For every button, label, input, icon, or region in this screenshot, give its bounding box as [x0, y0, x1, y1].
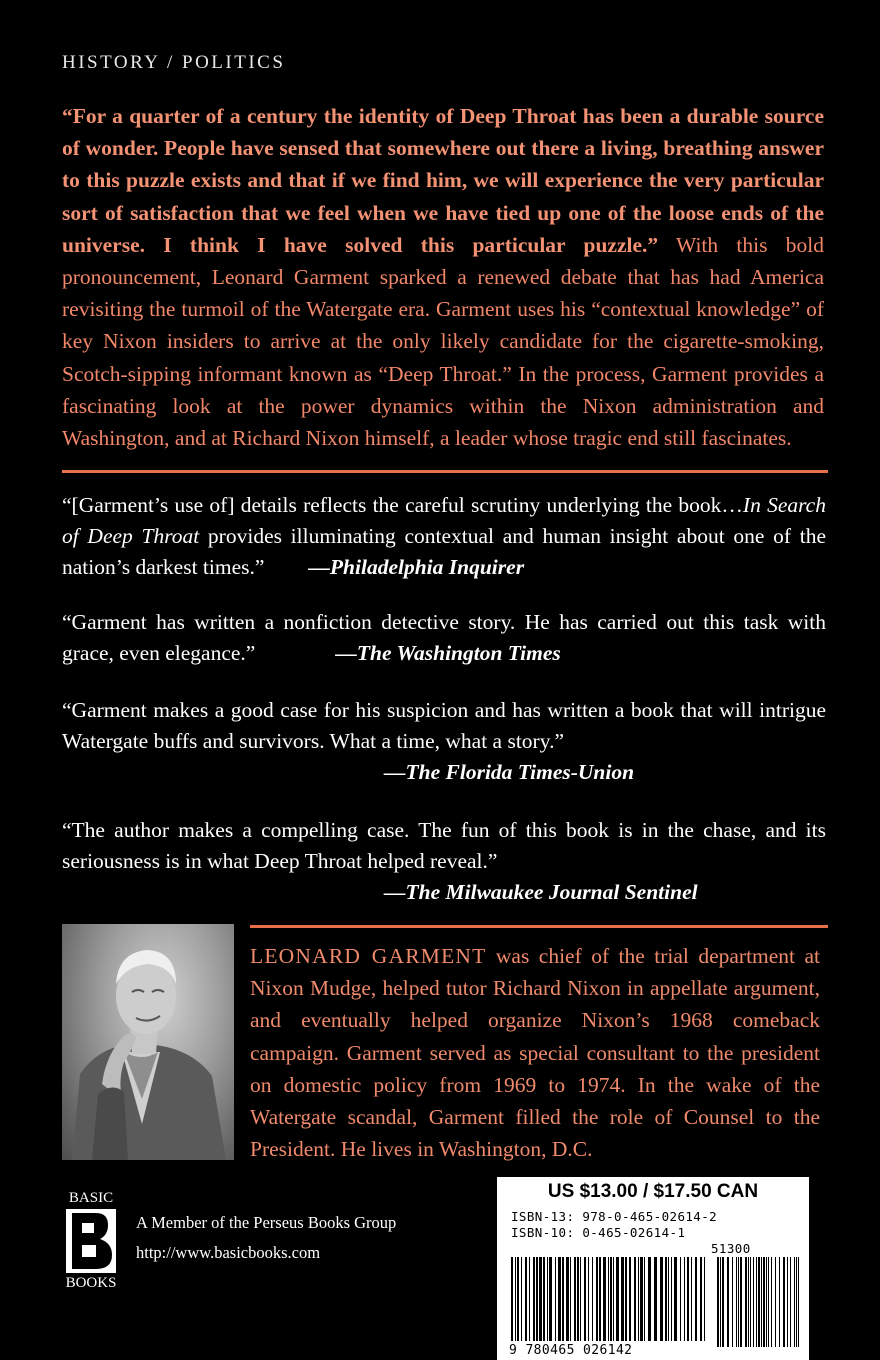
addon-stripe: [787, 1257, 788, 1347]
barcode-stripe: [599, 1257, 601, 1341]
publisher-member: A Member of the Perseus Books Group: [136, 1213, 397, 1232]
barcode-stripe: [660, 1257, 663, 1341]
barcode-stripe: [695, 1257, 697, 1341]
addon-stripe: [763, 1257, 765, 1347]
barcode-panel: [497, 1177, 809, 1360]
blurb-body: With this bold pronouncement, Leonard Garment sparked a renewed debate that has had America revisiting the turmoil of the Watergate era. Garment uses his “contextual knowledge” of key Nixon insiders to arrive at the only likely candidate for the cigarette-smoking, Scotch-sipping informant known as “Deep Throat.” In the process, Garment provides a fascinating look at the power dynamics within the Nixon administration and Washington, and at Richard Nixon himself, a leader whose tragic end still fascinates.: [62, 232, 824, 451]
barcode-stripe: [596, 1257, 598, 1341]
price-addon-code: 51300: [711, 1241, 751, 1256]
addon-stripe: [796, 1257, 797, 1347]
review-2-quote: “Garment has written a nonfiction detective story. He has carried out this task with grace, even elegance.”: [62, 610, 826, 665]
barcode-stripe: [533, 1257, 535, 1341]
barcode-stripe: [608, 1257, 609, 1341]
barcode-stripe: [547, 1257, 548, 1341]
barcode-stripe: [687, 1257, 689, 1341]
review-3: [62, 695, 826, 788]
barcode-stripe: [674, 1257, 677, 1341]
barcode-stripe: [629, 1257, 631, 1341]
addon-stripe: [798, 1257, 799, 1347]
addon-stripe: [736, 1257, 737, 1347]
publisher-url[interactable]: http://www.basicbooks.com: [136, 1243, 321, 1262]
ean-digits: 9 780465 026142: [509, 1343, 636, 1358]
category-label: HISTORY / POLITICS: [62, 52, 286, 73]
addon-stripe: [768, 1257, 769, 1347]
divider-top: [62, 470, 828, 473]
logo-word-top: BASIC: [68, 1190, 114, 1206]
addon-stripe: [775, 1257, 776, 1347]
barcode-stripe: [525, 1257, 527, 1341]
barcode-stripe: [610, 1257, 612, 1341]
barcode-stripe: [592, 1257, 593, 1341]
barcode-stripe: [580, 1257, 581, 1341]
price-label: US $13.00 / $17.50 CAN: [547, 1181, 759, 1202]
addon-stripe: [761, 1257, 762, 1347]
author-name: LEONARD GARMENT: [250, 944, 487, 968]
barcode-stripe: [621, 1257, 624, 1341]
author-photo: [62, 924, 234, 1160]
review-1-title: In Search of Deep Throat: [62, 493, 826, 548]
addon-stripe: [748, 1257, 749, 1347]
addon-stripe: [790, 1257, 791, 1347]
addon-stripe: [756, 1257, 757, 1347]
blurb-quote: “For a quarter of a century the identity of Deep Throat has been a durable source of wonder. People have sensed that somewhere out there a living, breathing answer to this puzzle exists and that if we find him, we will experience the very particular sort of satisfaction that we feel when we have tied up one of the loose ends of the universe. I think I have solved this particular puzzle.”: [62, 104, 824, 257]
barcode-bars: [511, 1257, 801, 1347]
barcode-stripe: [613, 1257, 614, 1341]
barcode-stripe: [584, 1257, 586, 1341]
barcode-stripe: [638, 1257, 639, 1341]
author-bio-text: was chief of the trial department at Nixon Mudge, helped tutor Richard Nixon in appellate argument, and eventually helped organize Nixon’s 1968 comeback campaign. Garment served as special consultant to the president on domestic policy from 1969 to 1974. In the wake of the Watergate scandal, Garment filled the role of Counsel to the President. He lives in Washington, D.C.: [250, 944, 820, 1162]
addon-stripe: [732, 1257, 733, 1347]
review-1-quote-a: “[Garment’s use of] details reflects the careful scrutiny underlying the book…: [62, 493, 743, 517]
barcode-stripe: [671, 1257, 672, 1341]
barcode-stripe: [577, 1257, 579, 1341]
addon-stripe: [750, 1257, 751, 1347]
review-3-quote: “Garment makes a good case for his suspicion and has written a book that will intrigue Watergate buffs and survivors. What a time, what a story.”: [62, 698, 826, 753]
barcode-stripe: [570, 1257, 571, 1341]
barcode-stripe: [511, 1257, 513, 1341]
barcode-stripe: [555, 1257, 556, 1341]
addon-stripe: [753, 1257, 754, 1347]
addon-stripe: [722, 1257, 724, 1347]
barcode-stripe: [680, 1257, 681, 1341]
logo-word-bottom: BOOKS: [65, 1275, 117, 1291]
barcode-stripe: [648, 1257, 651, 1341]
barcode-stripe: [616, 1257, 619, 1341]
barcode-stripe: [684, 1257, 685, 1341]
barcode-stripe: [536, 1257, 538, 1341]
barcode-stripe: [566, 1257, 569, 1341]
barcode-stripe: [665, 1257, 667, 1341]
barcode-stripe: [549, 1257, 552, 1341]
barcode-stripe: [634, 1257, 636, 1341]
review-1-quote-b: provides illuminating contextual and human insight about one of the nation’s darkest times.”: [62, 524, 826, 579]
isbn-10: ISBN-10: 0-465-02614-1: [511, 1225, 686, 1240]
addon-stripe: [779, 1257, 780, 1347]
review-3-source: —The Florida Times-Union: [384, 760, 635, 784]
barcode-stripe: [625, 1257, 627, 1341]
barcode-stripe: [603, 1257, 606, 1341]
barcode-stripe: [574, 1257, 576, 1341]
barcode-stripe: [700, 1257, 702, 1341]
barcode-stripe: [539, 1257, 542, 1341]
addon-stripe: [766, 1257, 767, 1347]
blurb-paragraph: [62, 100, 824, 454]
barcode-stripe: [529, 1257, 530, 1341]
addon-stripe: [758, 1257, 760, 1347]
barcode-stripe: [668, 1257, 669, 1341]
barcode-stripe: [521, 1257, 522, 1341]
author-photo-figure: [62, 924, 234, 1160]
barcode-stripe: [517, 1257, 519, 1341]
review-4: [62, 815, 826, 908]
review-2: [62, 607, 826, 669]
addon-stripe: [738, 1257, 739, 1347]
barcode-stripe: [654, 1257, 657, 1341]
review-4-quote: “The author makes a compelling case. The fun of this book is in the chase, and its seriousness is in what Deep Throat helped reveal.”: [62, 818, 826, 873]
barcode-stripe: [644, 1257, 645, 1341]
review-4-source: —The Milwaukee Journal Sentinel: [384, 880, 698, 904]
barcode-stripe: [558, 1257, 561, 1341]
review-1: [62, 490, 826, 583]
barcode-stripe: [704, 1257, 705, 1341]
barcode-stripe: [691, 1257, 692, 1341]
publisher-logo: [62, 1190, 120, 1292]
review-1-source: —Philadelphia Inquirer: [308, 555, 525, 579]
isbn-13: ISBN-13: 978-0-465-02614-2: [511, 1209, 718, 1224]
barcode-stripe: [562, 1257, 564, 1341]
author-bio: [250, 940, 820, 1165]
addon-stripe: [720, 1257, 721, 1347]
barcode-stripe: [588, 1257, 589, 1341]
addon-stripe: [740, 1257, 742, 1347]
addon-stripe: [783, 1257, 785, 1347]
divider-bio: [250, 925, 828, 928]
barcode-stripe: [543, 1257, 545, 1341]
logo-b-mark-icon: [66, 1209, 116, 1273]
addon-stripe: [717, 1257, 719, 1347]
addon-stripe: [771, 1257, 772, 1347]
publisher-info: [136, 1208, 396, 1268]
addon-stripe: [794, 1257, 795, 1347]
addon-stripe: [745, 1257, 747, 1347]
review-2-source: —The Washington Times: [335, 641, 561, 665]
barcode-stripe: [515, 1257, 516, 1341]
barcode-stripe: [640, 1257, 643, 1341]
addon-stripe: [727, 1257, 729, 1347]
